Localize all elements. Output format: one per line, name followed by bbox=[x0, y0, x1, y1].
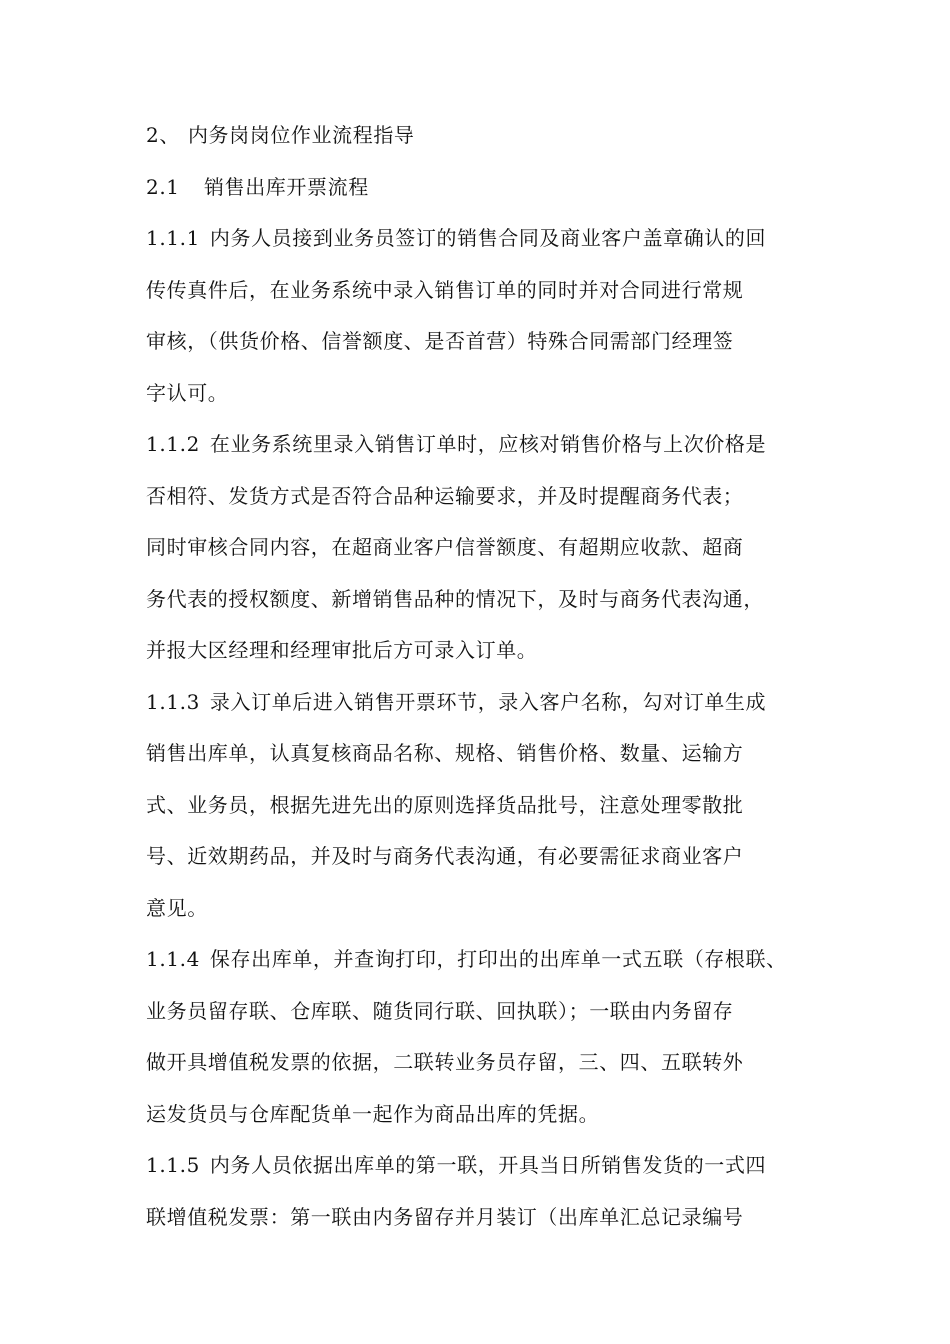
paragraph-line: 务代表的授权额度、新增销售品种的情况下，及时与商务代表沟通， bbox=[146, 586, 764, 611]
paragraph-text: 在业务系统里录入销售订单时，应核对销售价格与上次价格是 bbox=[209, 432, 767, 456]
paragraph-line bbox=[146, 934, 826, 986]
paragraph-1-1-5 bbox=[146, 1140, 826, 1243]
paragraph-line bbox=[146, 677, 826, 729]
paragraph-text: 内务人员接到业务员签订的销售合同及商业客户盖章确认的回 bbox=[209, 226, 767, 250]
document-body bbox=[146, 110, 826, 1243]
paragraph-number: 1.1.5 bbox=[146, 1153, 200, 1177]
paragraph-number: 1.1.4 bbox=[146, 947, 200, 971]
paragraph-line: 审核，（供货价格、信誉额度、是否首营）特殊合同需部门经理签 bbox=[146, 329, 734, 353]
paragraph-text: 内务人员依据出库单的第一联，开具当日所销售发货的一式四 bbox=[209, 1153, 767, 1177]
paragraph-line bbox=[146, 213, 826, 265]
paragraph-line: 联增值税发票：第一联由内务留存并月装订（出库单汇总记录编号 bbox=[146, 1204, 744, 1229]
subsection-heading-text: 销售出库开票流程 bbox=[204, 174, 369, 199]
paragraph-number: 1.1.3 bbox=[146, 689, 200, 714]
paragraph-line: 同时审核合同内容，在超商业客户信誉额度、有超期应收款、超商 bbox=[146, 535, 744, 559]
paragraph-line: 字认可。 bbox=[146, 380, 229, 405]
paragraph-line: 做开具增值税发票的依据，二联转业务员存留，三、四、五联转外 bbox=[146, 1050, 744, 1074]
paragraph-1-1-4 bbox=[146, 934, 826, 1140]
subsection-heading-number: 2.1 bbox=[146, 174, 180, 199]
section-heading bbox=[146, 110, 826, 162]
paragraph-line: 传传真件后，在业务系统中录入销售订单的同时并对合同进行常规 bbox=[146, 277, 744, 302]
paragraph-line bbox=[146, 419, 826, 471]
paragraph-line: 业务员留存联、仓库联、随货同行联、回执联）；一联由内务留存 bbox=[146, 998, 734, 1023]
paragraph-line: 运发货员与仓库配货单一起作为商品出库的凭据。 bbox=[146, 1101, 600, 1126]
paragraph-1-1-3 bbox=[146, 677, 826, 935]
paragraph-line: 并报大区经理和经理审批后方可录入订单。 bbox=[146, 638, 538, 662]
paragraph-number: 1.1.2 bbox=[146, 432, 200, 456]
paragraph-line: 销售出库单，认真复核商品名称、规格、销售价格、数量、运输方 bbox=[146, 741, 744, 765]
paragraph-line: 式、业务员，根据先进先出的原则选择货品批号，注意处理零散批 bbox=[146, 792, 744, 817]
subsection-heading bbox=[146, 162, 826, 214]
paragraph-line: 意见。 bbox=[146, 895, 208, 920]
paragraph-1-1-2 bbox=[146, 419, 826, 677]
paragraph-1-1-1 bbox=[146, 213, 826, 419]
paragraph-number: 1.1.1 bbox=[146, 226, 200, 250]
paragraph-line: 否相符、发货方式是否符合品种运输要求，并及时提醒商务代表； bbox=[146, 483, 744, 508]
section-heading-number: 2、 bbox=[146, 123, 180, 147]
paragraph-text: 保存出库单，并查询打印，打印出的出库单一式五联（存根联、 bbox=[209, 947, 787, 971]
paragraph-line bbox=[146, 1140, 826, 1192]
paragraph-line: 号、近效期药品，并及时与商务代表沟通，有必要需征求商业客户 bbox=[146, 844, 744, 868]
section-heading-text: 内务岗岗位作业流程指导 bbox=[187, 123, 415, 147]
paragraph-text: 录入订单后进入销售开票环节，录入客户名称，勾对订单生成 bbox=[209, 689, 767, 714]
